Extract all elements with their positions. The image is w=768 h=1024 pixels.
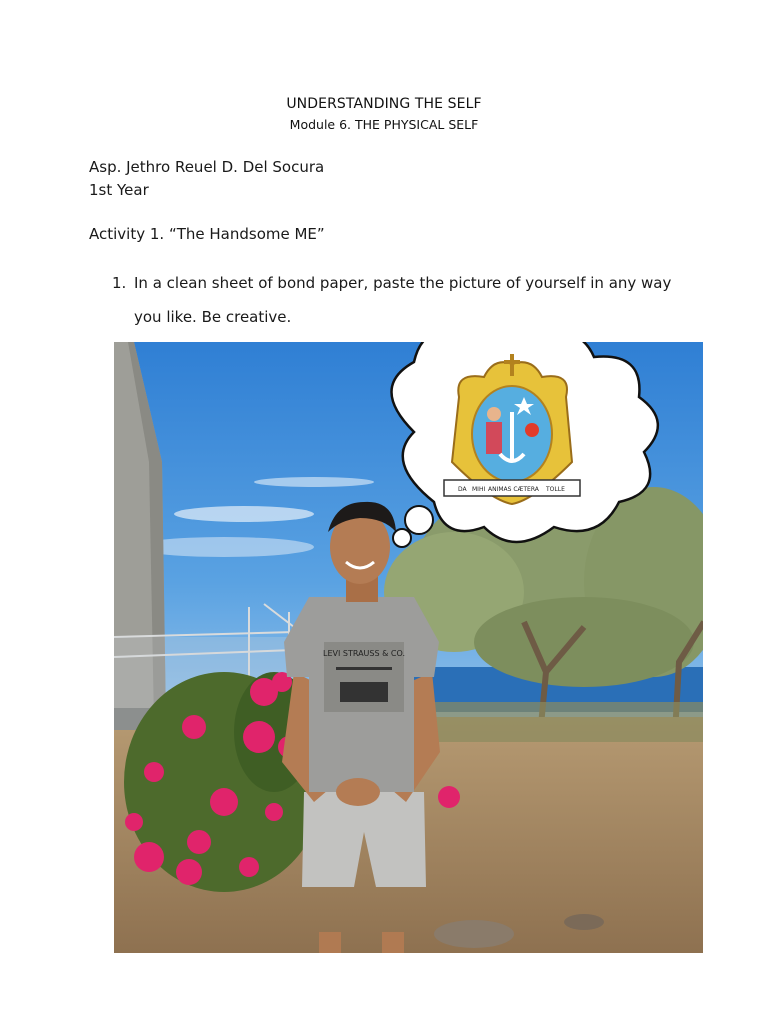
instruction-number: 1. [112, 274, 127, 292]
document-title: UNDERSTANDING THE SELF [286, 96, 482, 112]
activity-heading: Activity 1. “The Handsome ME” [89, 225, 325, 243]
shirt-print-text: LEVI STRAUSS & CO. [323, 649, 405, 658]
student-year: 1st Year [89, 181, 149, 199]
motto-mihi: MIHI [472, 486, 486, 493]
motto-tolle: TOLLE [546, 486, 565, 493]
student-name: Asp. Jethro Reuel D. Del Socura [89, 158, 325, 176]
motto-animas: ANIMAS CÆTERA [488, 486, 539, 493]
student-photo [114, 342, 703, 953]
instruction-text: In a clean sheet of bond paper, paste the picture of yourself in any way you like. Be creative. [134, 274, 672, 326]
motto-da: DA [458, 486, 467, 493]
module-subtitle: Module 6. THE PHYSICAL SELF [289, 117, 479, 132]
